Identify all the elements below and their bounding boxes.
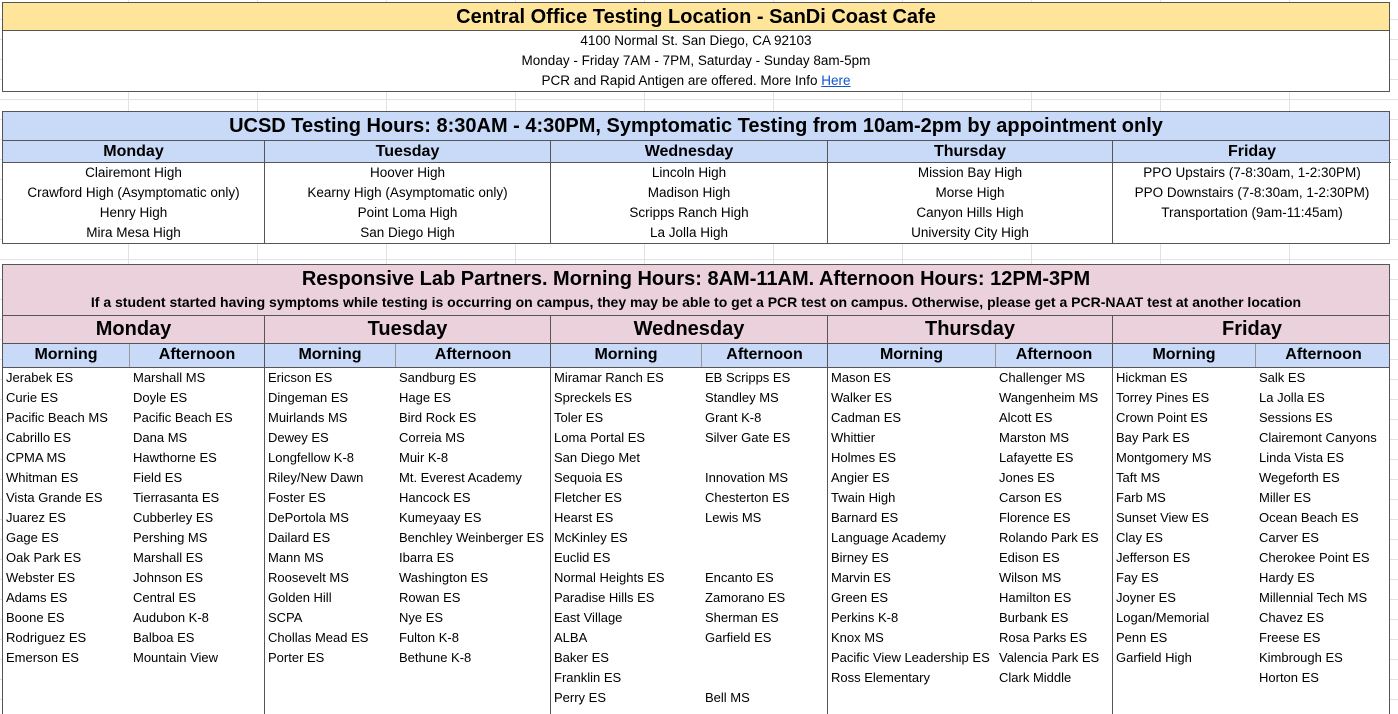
school-cell[interactable]: Longfellow K-8 bbox=[268, 450, 354, 465]
school-cell[interactable]: Barnard ES bbox=[831, 510, 899, 525]
more-info-link[interactable]: Here bbox=[821, 73, 851, 88]
school-cell[interactable]: Challenger MS bbox=[999, 370, 1085, 385]
school-cell[interactable]: Fulton K-8 bbox=[399, 630, 459, 645]
morning-header: Morning bbox=[3, 344, 130, 367]
school-cell[interactable]: Language Academy bbox=[831, 530, 946, 545]
lab-day-headers bbox=[2, 315, 1390, 344]
school-cell[interactable]: Franklin ES bbox=[554, 670, 622, 685]
school-cell[interactable]: Sandburg ES bbox=[399, 370, 477, 385]
school-cell[interactable]: Walker ES bbox=[831, 390, 892, 405]
school-cell[interactable]: Rowan ES bbox=[399, 590, 461, 605]
morning-column bbox=[3, 368, 130, 714]
school-cell[interactable]: Porter ES bbox=[268, 650, 325, 665]
school-cell[interactable] bbox=[1113, 688, 1256, 708]
school-cell[interactable]: Foster ES bbox=[268, 490, 326, 505]
school-cell[interactable] bbox=[1256, 688, 1391, 708]
morning-header: Morning bbox=[828, 344, 996, 367]
school-cell[interactable]: Ericson ES bbox=[268, 370, 333, 385]
school-cell[interactable]: Roosevelt MS bbox=[268, 570, 349, 585]
ucsd-school: Clairemont High bbox=[85, 165, 182, 180]
afternoon-column bbox=[702, 368, 828, 714]
ucsd-day-header: Friday bbox=[1113, 141, 1391, 163]
school-cell[interactable]: Rosa Parks ES bbox=[999, 630, 1088, 645]
school-cell[interactable]: Birney ES bbox=[831, 550, 889, 565]
morning-column bbox=[1113, 368, 1256, 714]
school-cell[interactable]: Miramar Ranch ES bbox=[554, 370, 664, 385]
school-cell[interactable]: Jerabek ES bbox=[6, 370, 74, 385]
school-cell[interactable] bbox=[396, 668, 550, 688]
school-cell[interactable]: Marvin ES bbox=[831, 570, 891, 585]
school-cell[interactable]: Riley/New Dawn bbox=[268, 470, 364, 485]
school-cell[interactable]: Hamilton ES bbox=[999, 590, 1072, 605]
ucsd-day-column bbox=[551, 163, 828, 243]
school-cell[interactable]: Sequoia ES bbox=[554, 470, 623, 485]
lab-day-header: Friday bbox=[1221, 318, 1283, 340]
school-cell[interactable]: Balboa ES bbox=[133, 630, 195, 645]
central-office-hours: Monday - Friday 7AM - 7PM, Saturday - Sunday 8am-5pm bbox=[2, 51, 1390, 71]
lab-day-header: Tuesday bbox=[265, 316, 551, 343]
school-cell[interactable]: Mason ES bbox=[831, 370, 891, 385]
school-cell[interactable]: Ibarra ES bbox=[399, 550, 454, 565]
school-cell[interactable] bbox=[702, 548, 827, 568]
school-cell[interactable]: Marshall MS bbox=[133, 370, 206, 385]
afternoon-column bbox=[130, 368, 265, 714]
school-cell[interactable]: Mt. Everest Academy bbox=[399, 470, 522, 485]
school-cell[interactable]: Kumeyaay ES bbox=[399, 510, 482, 525]
morning-header: Morning bbox=[265, 344, 396, 367]
school-cell[interactable]: Juarez ES bbox=[6, 510, 66, 525]
ucsd-day-column bbox=[265, 163, 551, 243]
school-cell[interactable]: Sunset View ES bbox=[1116, 510, 1209, 525]
school-cell[interactable] bbox=[265, 688, 396, 708]
school-cell[interactable]: San Diego Met bbox=[554, 450, 640, 465]
afternoon-header: Afternoon bbox=[996, 344, 1113, 367]
school-cell[interactable]: Chesterton ES bbox=[705, 490, 790, 505]
school-cell[interactable]: Fay ES bbox=[1116, 570, 1159, 585]
school-cell[interactable]: Twain High bbox=[831, 490, 896, 505]
school-cell[interactable]: Knox MS bbox=[831, 630, 884, 645]
school-cell[interactable] bbox=[130, 668, 264, 688]
school-cell[interactable] bbox=[265, 668, 396, 688]
school-cell[interactable]: SCPA bbox=[268, 610, 303, 625]
school-cell[interactable]: Pacific View Leadership ES bbox=[831, 650, 990, 665]
school-cell[interactable]: Horton ES bbox=[1259, 670, 1319, 685]
school-cell[interactable]: Taft MS bbox=[1116, 470, 1161, 485]
ucsd-school: Madison High bbox=[647, 185, 731, 200]
school-cell[interactable]: Hancock ES bbox=[399, 490, 471, 505]
morning-header: Morning bbox=[1113, 344, 1256, 367]
school-cell[interactable]: Nye ES bbox=[399, 610, 444, 625]
ucsd-schedule bbox=[2, 163, 1390, 244]
school-cell[interactable]: Holmes ES bbox=[831, 450, 897, 465]
school-cell[interactable]: Jones ES bbox=[999, 470, 1055, 485]
school-cell[interactable]: Wilson MS bbox=[999, 570, 1062, 585]
school-cell[interactable]: Ross Elementary bbox=[831, 670, 930, 685]
school-cell[interactable] bbox=[130, 688, 264, 708]
lab-day-header: Thursday bbox=[828, 316, 1113, 343]
school-cell[interactable]: Bay Park ES bbox=[1116, 430, 1190, 445]
school-cell[interactable]: Encanto ES bbox=[705, 570, 774, 585]
school-cell[interactable]: CPMA MS bbox=[6, 450, 66, 465]
school-cell[interactable]: Loma Portal ES bbox=[554, 430, 646, 445]
ucsd-school: Scripps Ranch High bbox=[629, 205, 749, 220]
school-cell[interactable]: Miller ES bbox=[1259, 490, 1312, 505]
afternoon-column bbox=[396, 368, 551, 714]
ucsd-title: UCSD Testing Hours: 8:30AM - 4:30PM, Symptomatic Testing from 10am-2pm by appointment only bbox=[2, 111, 1390, 141]
school-cell[interactable]: Muirlands MS bbox=[268, 410, 348, 425]
school-cell[interactable]: McKinley ES bbox=[554, 530, 628, 545]
lab-partners-note: If a student started having symptoms while testing is occurring on campus, they may be able to get a PCR test on campus. Otherwise, please get a PCR-NAAT test at another location bbox=[90, 294, 1302, 310]
school-cell[interactable]: Carson ES bbox=[999, 490, 1062, 505]
ucsd-day-column bbox=[3, 163, 265, 243]
morning-column bbox=[551, 368, 702, 714]
school-cell[interactable]: Farb MS bbox=[1116, 490, 1166, 505]
school-cell[interactable]: Garfield High bbox=[1116, 650, 1192, 665]
school-cell[interactable]: Adams ES bbox=[6, 590, 68, 605]
school-cell[interactable]: East Village bbox=[554, 610, 623, 625]
school-cell[interactable]: Gage ES bbox=[6, 530, 59, 545]
morning-column bbox=[828, 368, 996, 714]
central-office-offer bbox=[2, 71, 1390, 92]
school-cell[interactable]: Valencia Park ES bbox=[999, 650, 1100, 665]
school-cell[interactable]: Perkins K-8 bbox=[831, 610, 899, 625]
ucsd-school: La Jolla High bbox=[649, 225, 729, 240]
school-cell[interactable]: Correia MS bbox=[399, 430, 465, 445]
ucsd-day-header: Tuesday bbox=[265, 141, 551, 163]
school-cell[interactable]: Tierrasanta ES bbox=[133, 490, 220, 505]
school-cell[interactable]: Pacific Beach ES bbox=[133, 410, 233, 425]
school-cell[interactable]: Bird Rock ES bbox=[399, 410, 477, 425]
lab-day-header: Monday bbox=[3, 316, 265, 343]
school-cell[interactable]: Clairemont Canyons bbox=[1259, 430, 1377, 445]
school-cell[interactable]: Crown Point ES bbox=[1116, 410, 1208, 425]
school-cell[interactable]: Benchley Weinberger ES bbox=[399, 530, 545, 545]
ucsd-school: University City High bbox=[911, 225, 1029, 240]
school-cell[interactable]: Hage ES bbox=[399, 390, 452, 405]
central-office-address: 4100 Normal St. San Diego, CA 92103 bbox=[2, 31, 1390, 51]
lab-schedule bbox=[2, 368, 1390, 714]
ucsd-day-column bbox=[1113, 163, 1391, 243]
school-cell[interactable]: Green ES bbox=[831, 590, 889, 605]
lab-partners-header bbox=[2, 264, 1390, 315]
school-cell[interactable]: Marston MS bbox=[999, 430, 1070, 445]
ucsd-school: Hoover High bbox=[369, 165, 446, 180]
ucsd-school: Henry High bbox=[99, 205, 168, 220]
school-cell[interactable]: Central ES bbox=[133, 590, 196, 605]
school-cell[interactable]: Logan/Memorial bbox=[1116, 610, 1210, 625]
school-cell[interactable] bbox=[828, 688, 996, 708]
school-cell[interactable]: Paradise Hills ES bbox=[554, 590, 655, 605]
ucsd-school: Canyon Hills High bbox=[916, 205, 1024, 220]
school-cell[interactable]: Edison ES bbox=[999, 550, 1060, 565]
school-cell[interactable]: Wangenheim MS bbox=[999, 390, 1099, 405]
ucsd-school: Point Loma High bbox=[357, 205, 458, 220]
school-cell[interactable]: Mountain View bbox=[133, 650, 219, 665]
school-cell[interactable]: Montgomery MS bbox=[1116, 450, 1212, 465]
school-cell[interactable]: Johnson ES bbox=[133, 570, 204, 585]
lab-shift-headers bbox=[2, 344, 1390, 368]
school-cell[interactable]: Lafayette ES bbox=[999, 450, 1074, 465]
school-cell[interactable]: Kimbrough ES bbox=[1259, 650, 1343, 665]
school-cell[interactable]: Clark Middle bbox=[999, 670, 1072, 685]
school-cell[interactable]: Zamorano ES bbox=[705, 590, 786, 605]
school-cell[interactable]: La Jolla ES bbox=[1259, 390, 1325, 405]
school-cell[interactable]: Dana MS bbox=[133, 430, 188, 445]
ucsd-day-header: Wednesday bbox=[551, 141, 828, 163]
school-cell[interactable]: Baker ES bbox=[554, 650, 609, 665]
afternoon-column bbox=[996, 368, 1113, 714]
school-cell[interactable]: Field ES bbox=[133, 470, 183, 485]
school-cell[interactable]: Hickman ES bbox=[1116, 370, 1188, 385]
school-cell[interactable]: Linda Vista ES bbox=[1259, 450, 1345, 465]
school-cell[interactable]: Dingeman ES bbox=[268, 390, 349, 405]
ucsd-school: Crawford High (Asymptomatic only) bbox=[27, 185, 240, 200]
school-cell[interactable]: Cadman ES bbox=[831, 410, 902, 425]
ucsd-day-headers bbox=[2, 141, 1390, 163]
school-cell[interactable]: Toler ES bbox=[554, 410, 604, 425]
school-cell[interactable]: Clay ES bbox=[1116, 530, 1163, 545]
school-cell[interactable]: Normal Heights ES bbox=[554, 570, 665, 585]
school-cell[interactable]: Rodriguez ES bbox=[6, 630, 87, 645]
school-cell[interactable]: DePortola MS bbox=[268, 510, 349, 525]
afternoon-header: Afternoon bbox=[702, 344, 828, 367]
school-cell[interactable]: Boone ES bbox=[6, 610, 65, 625]
school-cell[interactable] bbox=[1113, 668, 1256, 688]
school-cell[interactable]: Bell MS bbox=[705, 690, 750, 705]
school-cell[interactable]: Angier ES bbox=[831, 470, 890, 485]
school-cell[interactable]: Silver Gate ES bbox=[705, 430, 791, 445]
school-cell[interactable]: Burbank ES bbox=[999, 610, 1069, 625]
school-cell[interactable]: Florence ES bbox=[999, 510, 1071, 525]
school-cell[interactable]: Vista Grande ES bbox=[6, 490, 103, 505]
ucsd-school: Kearny High (Asymptomatic only) bbox=[307, 185, 508, 200]
school-cell[interactable]: Dewey ES bbox=[268, 430, 329, 445]
school-cell[interactable]: Sherman ES bbox=[705, 610, 779, 625]
school-cell[interactable]: Whitman ES bbox=[6, 470, 79, 485]
school-cell[interactable]: Rolando Park ES bbox=[999, 530, 1099, 545]
school-cell[interactable]: Cabrillo ES bbox=[6, 430, 72, 445]
school-cell[interactable]: Millennial Tech MS bbox=[1259, 590, 1368, 605]
school-cell[interactable]: Marshall ES bbox=[133, 550, 204, 565]
school-cell[interactable]: Sessions ES bbox=[1259, 410, 1333, 425]
afternoon-header: Afternoon bbox=[130, 344, 265, 367]
ucsd-school: Mission Bay High bbox=[917, 165, 1023, 180]
ucsd-school: PPO Downstairs (7-8:30am, 1-2:30PM) bbox=[1134, 185, 1370, 200]
school-cell[interactable]: Standley MS bbox=[705, 390, 779, 405]
school-cell[interactable]: Audubon K-8 bbox=[133, 610, 209, 625]
school-cell[interactable] bbox=[3, 688, 130, 708]
ucsd-day-header: Thursday bbox=[828, 141, 1113, 163]
morning-column bbox=[265, 368, 396, 714]
ucsd-school: Transportation (9am-11:45am) bbox=[1161, 205, 1343, 220]
school-cell[interactable]: Mann MS bbox=[268, 550, 324, 565]
school-cell[interactable]: Carver ES bbox=[1259, 530, 1319, 545]
school-cell[interactable]: Joyner ES bbox=[1116, 590, 1176, 605]
ucsd-school: San Diego High bbox=[360, 225, 455, 240]
school-cell[interactable]: Wegeforth ES bbox=[1259, 470, 1340, 485]
school-cell[interactable]: Spreckels ES bbox=[554, 390, 633, 405]
ucsd-school: PPO Upstairs (7-8:30am, 1-2:30PM) bbox=[1143, 165, 1361, 180]
school-cell[interactable]: Cubberley ES bbox=[133, 510, 214, 525]
school-cell[interactable]: Torrey Pines ES bbox=[1116, 390, 1210, 405]
school-cell[interactable] bbox=[702, 648, 827, 668]
school-cell[interactable] bbox=[702, 668, 827, 688]
school-cell[interactable]: ALBA bbox=[554, 630, 588, 645]
school-cell[interactable]: Fletcher ES bbox=[554, 490, 622, 505]
school-cell[interactable]: Perry ES bbox=[554, 690, 607, 705]
school-cell[interactable]: Jefferson ES bbox=[1116, 550, 1191, 565]
school-cell[interactable]: Emerson ES bbox=[6, 650, 79, 665]
school-cell[interactable] bbox=[396, 688, 550, 708]
school-cell[interactable]: Hearst ES bbox=[554, 510, 614, 525]
school-cell[interactable]: Lewis MS bbox=[705, 510, 762, 525]
offer-text: PCR and Rapid Antigen are offered. More Info bbox=[541, 73, 822, 88]
school-cell[interactable]: Cherokee Point ES bbox=[1259, 550, 1370, 565]
afternoon-column bbox=[1256, 368, 1391, 714]
school-cell[interactable]: Chavez ES bbox=[1259, 610, 1325, 625]
school-cell[interactable]: Chollas Mead ES bbox=[268, 630, 369, 645]
school-cell[interactable]: Bethune K-8 bbox=[399, 650, 472, 665]
school-cell[interactable]: Euclid ES bbox=[554, 550, 611, 565]
school-cell[interactable] bbox=[996, 688, 1112, 708]
school-cell[interactable]: Webster ES bbox=[6, 570, 76, 585]
school-cell[interactable]: Hardy ES bbox=[1259, 570, 1315, 585]
school-cell[interactable]: Ocean Beach ES bbox=[1259, 510, 1359, 525]
school-cell[interactable]: Curie ES bbox=[6, 390, 59, 405]
school-cell[interactable]: Doyle ES bbox=[133, 390, 188, 405]
lab-partners-title: Responsive Lab Partners. Morning Hours: 8AM-11AM. Afternoon Hours: 12PM-3PM bbox=[301, 268, 1091, 290]
school-cell[interactable]: Oak Park ES bbox=[6, 550, 82, 565]
school-cell[interactable]: Garfield ES bbox=[705, 630, 772, 645]
school-cell[interactable]: EB Scripps ES bbox=[705, 370, 791, 385]
school-cell[interactable]: Grant K-8 bbox=[705, 410, 762, 425]
school-cell[interactable] bbox=[702, 528, 827, 548]
ucsd-school: Mira Mesa High bbox=[86, 225, 181, 240]
ucsd-school: Morse High bbox=[935, 185, 1005, 200]
school-cell[interactable]: Alcott ES bbox=[999, 410, 1053, 425]
school-cell[interactable]: Dailard ES bbox=[268, 530, 331, 545]
school-cell[interactable]: Muir K-8 bbox=[399, 450, 449, 465]
ucsd-school bbox=[1113, 223, 1391, 243]
afternoon-header: Afternoon bbox=[396, 344, 551, 367]
school-cell[interactable]: Golden Hill bbox=[268, 590, 332, 605]
school-cell[interactable] bbox=[702, 448, 827, 468]
school-cell[interactable]: Hawthorne ES bbox=[133, 450, 217, 465]
school-cell[interactable]: Pacific Beach MS bbox=[6, 410, 108, 425]
school-cell[interactable]: Freese ES bbox=[1259, 630, 1321, 645]
school-cell[interactable]: Pershing MS bbox=[133, 530, 208, 545]
ucsd-school: Lincoln High bbox=[651, 165, 727, 180]
school-cell[interactable]: Washington ES bbox=[399, 570, 489, 585]
lab-day-header: Wednesday bbox=[551, 316, 828, 343]
school-cell[interactable]: Salk ES bbox=[1259, 370, 1306, 385]
school-cell[interactable]: Whittier bbox=[831, 430, 876, 445]
school-cell[interactable]: Innovation MS bbox=[705, 470, 789, 485]
ucsd-day-header: Monday bbox=[3, 141, 265, 163]
afternoon-header: Afternoon bbox=[1285, 346, 1362, 363]
school-cell[interactable]: Penn ES bbox=[1116, 630, 1168, 645]
central-office-title: Central Office Testing Location - SanDi Coast Cafe bbox=[2, 2, 1390, 31]
school-cell[interactable] bbox=[3, 668, 130, 688]
ucsd-day-column bbox=[828, 163, 1113, 243]
morning-header: Morning bbox=[551, 344, 702, 367]
